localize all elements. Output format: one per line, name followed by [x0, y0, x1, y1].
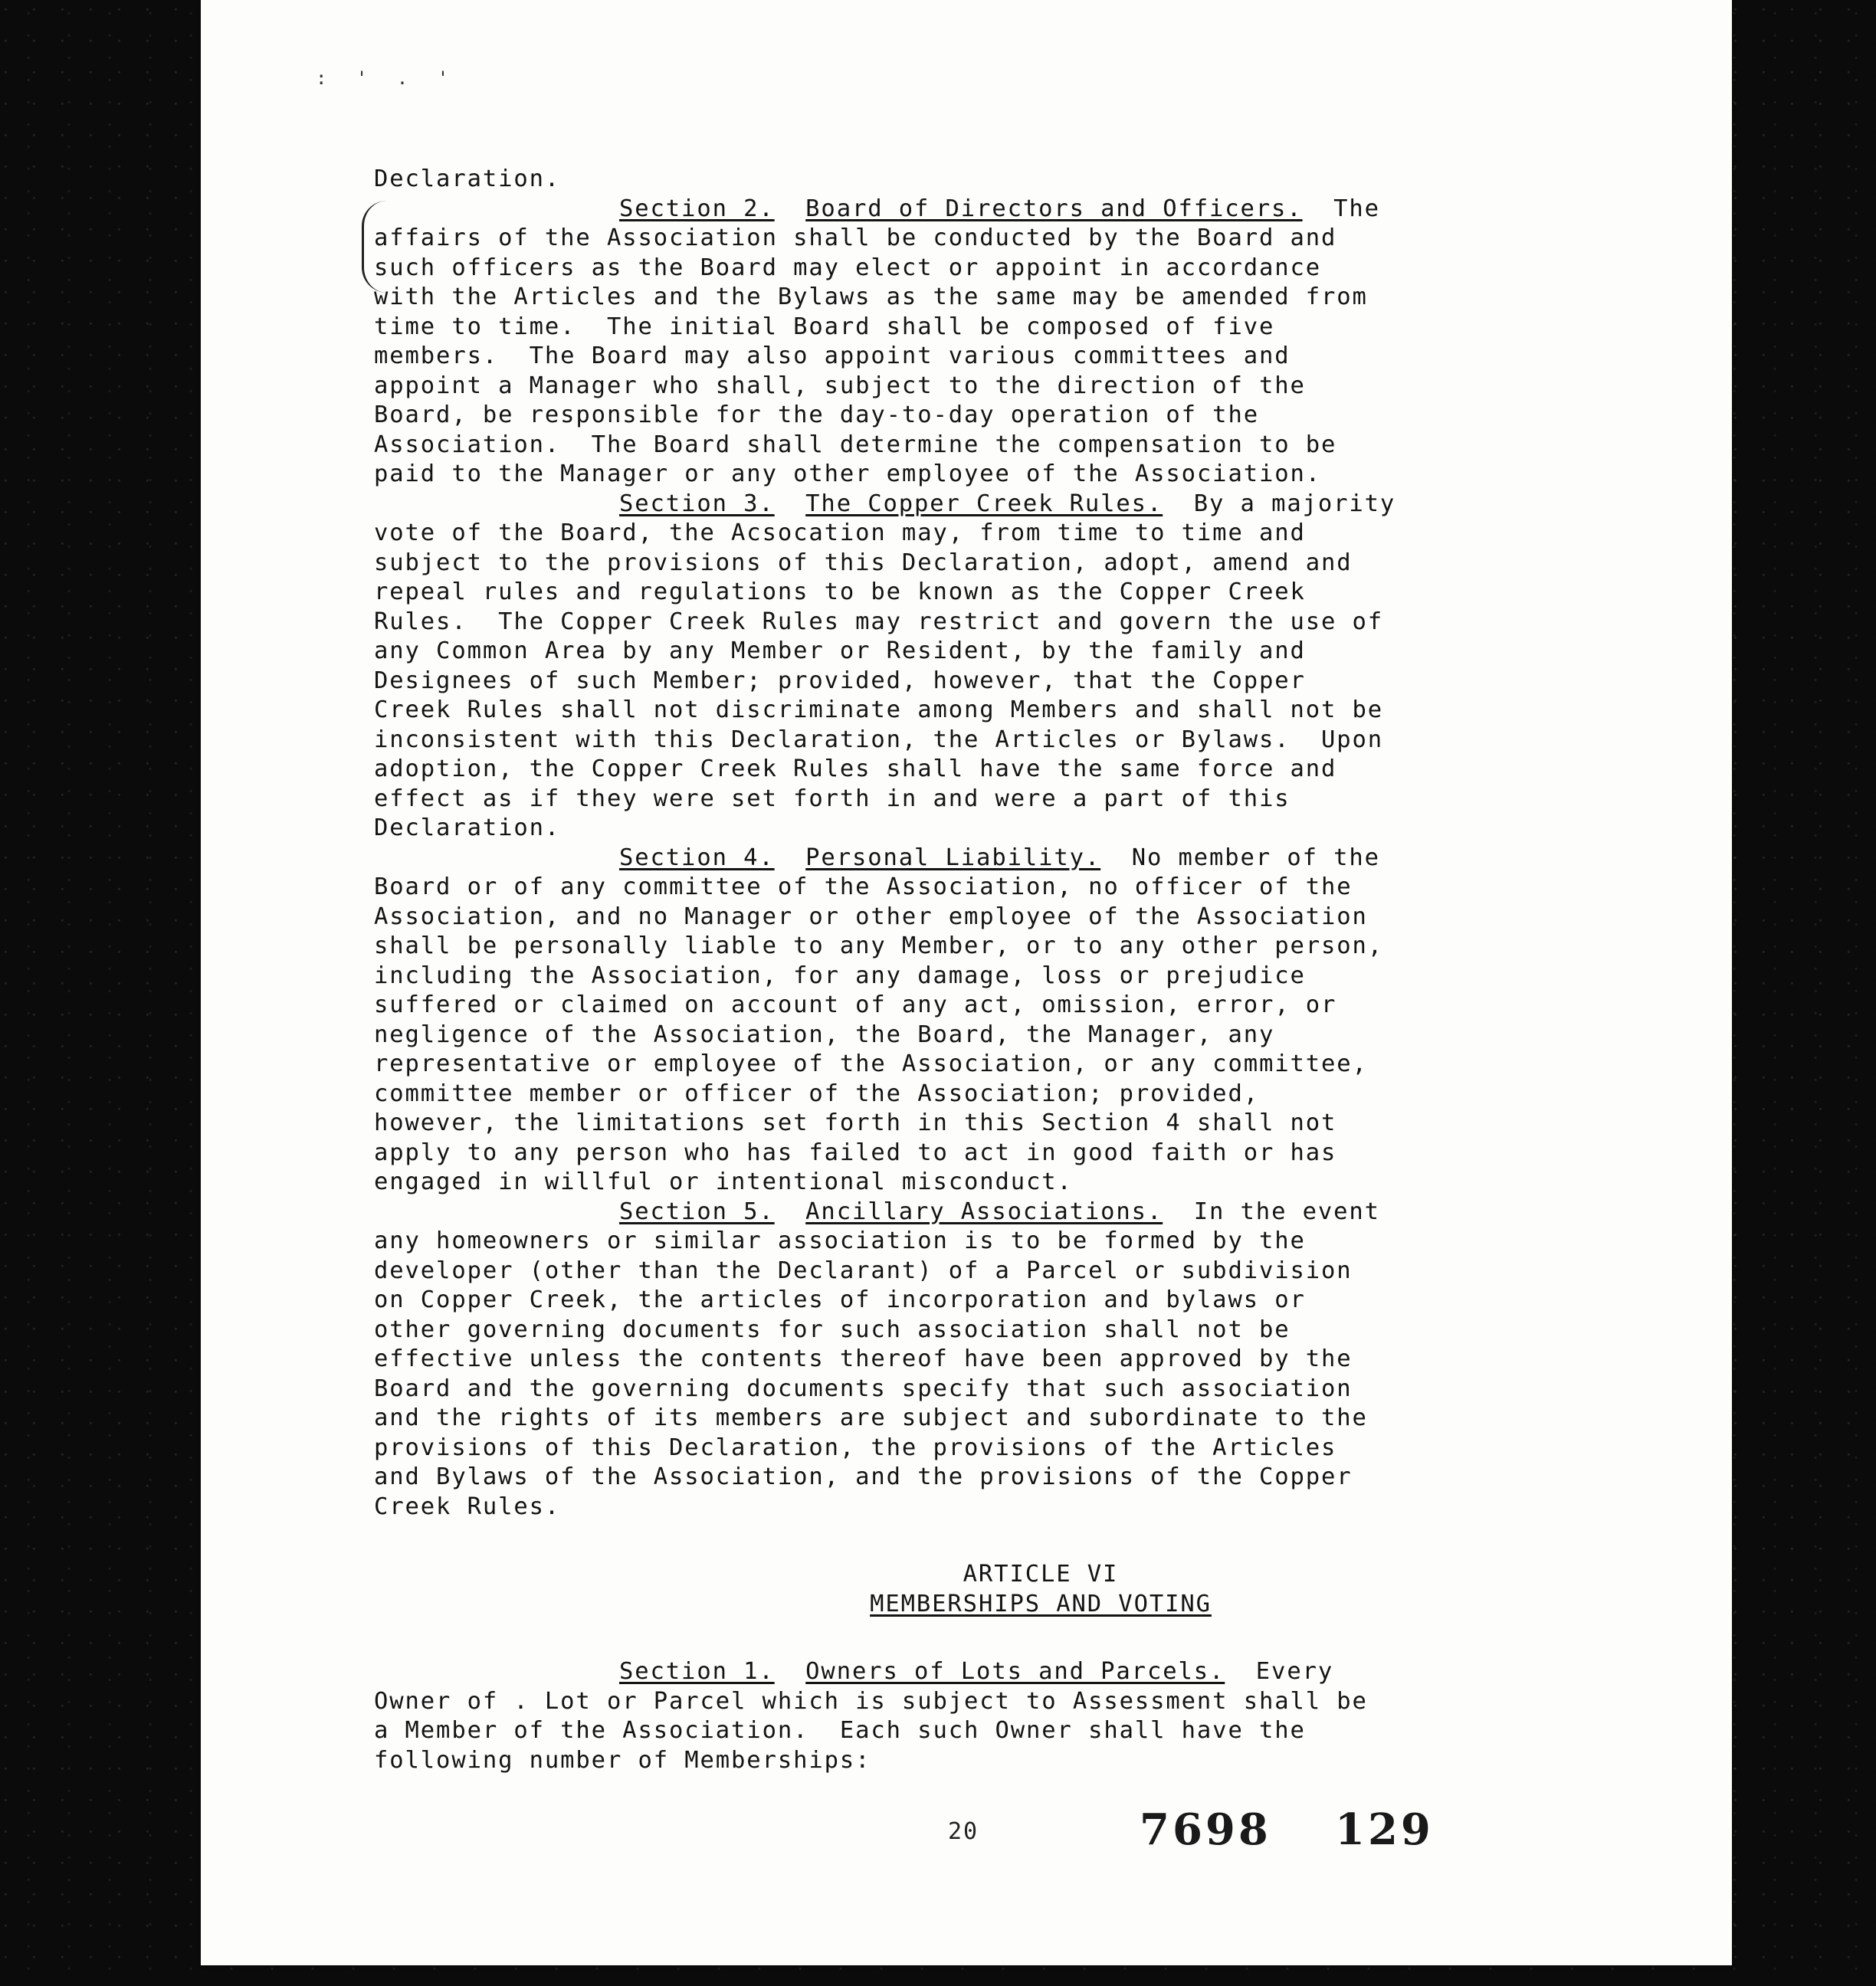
- section-2-line: with the Articles and the Bylaws as the same may be amended from: [374, 283, 1368, 310]
- section-4-line: apply to any person who has failed to act in good faith or has: [374, 1139, 1337, 1166]
- section-5-line: any homeowners or similar association is to be formed by the: [374, 1227, 1306, 1254]
- section-4-heading-rest: No member of the: [1131, 844, 1380, 871]
- section-3-line: Designees of such Member; provided, however, that the Copper: [374, 667, 1306, 694]
- section-4-line: including the Association, for any damage, loss or prejudice: [374, 962, 1306, 989]
- section-3-line: inconsistent with this Declaration, the Articles or Bylaws. Upon: [374, 726, 1384, 753]
- section-4-line: Association, and no Manager or other employee of the Association: [374, 903, 1368, 930]
- section-5-line: provisions of this Declaration, the provisions of the Articles: [374, 1434, 1337, 1461]
- section-5-line: developer (other than the Declarant) of a Parcel or subdivision: [374, 1257, 1353, 1284]
- page-footer: [201, 1804, 1732, 1855]
- article-6-section-1-body: [374, 1687, 1585, 1776]
- section-3-title: The Copper Creek Rules.: [805, 490, 1163, 517]
- article-6-section-1-heading-rest: Every: [1255, 1658, 1334, 1685]
- article-6-section-1-title: Owners of Lots and Parcels.: [805, 1658, 1225, 1685]
- section-4-line: Board or of any committee of the Association, no officer of the: [374, 873, 1353, 900]
- section-5-line: Creek Rules.: [374, 1493, 561, 1520]
- section-5-heading-rest: In the event: [1193, 1198, 1380, 1225]
- section-5-title: Ancillary Associations.: [805, 1198, 1163, 1225]
- article-6-section-1-heading-line: [374, 1657, 1585, 1687]
- section-5-line: Board and the governing documents specify that such association: [374, 1375, 1353, 1402]
- section-3-line: any Common Area by any Member or Resident, by the family and: [374, 637, 1306, 664]
- section-2-heading-rest: The: [1333, 195, 1380, 222]
- section-4-line: engaged in willful or intentional misconduct.: [374, 1168, 1073, 1195]
- article-6-section-1-line: Owner of . Lot or Parcel which is subject to Assessment shall be: [374, 1687, 1368, 1715]
- section-3-heading: Section 3.: [619, 490, 775, 517]
- section-2-line: time to time. The initial Board shall be composed of five: [374, 313, 1275, 340]
- article-6-section-1-heading: Section 1.: [619, 1658, 775, 1685]
- section-2-line: paid to the Manager or any other employee of the Association.: [374, 460, 1322, 487]
- section-5-line: effective unless the contents thereof have been approved by the: [374, 1345, 1353, 1372]
- section-2-body: [374, 224, 1585, 490]
- corner-marks: : ' . ': [316, 67, 458, 89]
- section-2-heading-line: [374, 195, 1585, 224]
- section-3-line: adoption, the Copper Creek Rules shall have the same force and: [374, 755, 1337, 782]
- section-2-line: members. The Board may also appoint various committees and: [374, 342, 1291, 369]
- section-4-line: suffered or claimed on account of any act, omission, error, or: [374, 991, 1337, 1018]
- section-3-line: Declaration.: [374, 814, 561, 841]
- section-4-title: Personal Liability.: [805, 844, 1101, 871]
- article-6-section-1-line: a Member of the Association. Each such Owner shall have the: [374, 1717, 1306, 1744]
- section-4-line: negligence of the Association, the Board, the Manager, any: [374, 1021, 1275, 1048]
- section-5-line: other governing documents for such association shall not be: [374, 1316, 1291, 1343]
- section-3-line: subject to the provisions of this Declaration, adopt, amend and: [374, 549, 1353, 576]
- section-5-heading-line: [374, 1198, 1585, 1227]
- section-5-line: and the rights of its members are subject and subordinate to the: [374, 1404, 1368, 1431]
- section-4-heading: Section 4.: [619, 844, 775, 871]
- section-3-heading-line: [374, 490, 1585, 519]
- page-number: 20: [948, 1818, 979, 1845]
- section-4-heading-line: [374, 844, 1585, 873]
- recording-stamp-page: 129: [1335, 1804, 1434, 1855]
- article-number: ARTICLE VI: [963, 1561, 1119, 1588]
- article-6-section-1-line: following number of Memberships:: [374, 1746, 871, 1774]
- section-2-line: Association. The Board shall determine the compensation to be: [374, 431, 1337, 458]
- section-2-line: appoint a Manager who shall, subject to the direction of the: [374, 372, 1306, 399]
- section-2-line: such officers as the Board may elect or appoint in accordance: [374, 254, 1322, 281]
- section-4-line: however, the limitations set forth in this Section 4 shall not: [374, 1109, 1337, 1136]
- section-4-line: committee member or officer of the Association; provided,: [374, 1080, 1259, 1107]
- section-5-line: on Copper Creek, the articles of incorporation and bylaws or: [374, 1286, 1306, 1313]
- section-2-line: Board, be responsible for the day-to-day operation of the: [374, 401, 1259, 428]
- section-4-line: representative or employee of the Association, or any committee,: [374, 1050, 1368, 1077]
- section-4-line: shall be personally liable to any Member, or to any other person,: [374, 932, 1384, 959]
- section-2-heading: Section 2.: [619, 195, 775, 222]
- section-4-body: [374, 873, 1585, 1198]
- article-title-line: [374, 1590, 1585, 1620]
- section-2-line: affairs of the Association shall be conducted by the Board and: [374, 224, 1337, 251]
- declaration-line: Declaration.: [374, 166, 561, 192]
- section-5-line: and Bylaws of the Association, and the provisions of the Copper: [374, 1463, 1353, 1490]
- recording-stamp-book: 7698: [1140, 1804, 1271, 1855]
- section-3-line: repeal rules and regulations to be known as the Copper Creek: [374, 578, 1306, 605]
- section-2-title: Board of Directors and Officers.: [805, 195, 1303, 222]
- article-title: MEMBERSHIPS AND VOTING: [870, 1590, 1212, 1617]
- section-3-line: effect as if they were set forth in and were a part of this: [374, 785, 1291, 812]
- article-spacer-2: [374, 1619, 1585, 1657]
- section-3-body: [374, 519, 1585, 844]
- section-5-heading: Section 5.: [619, 1198, 775, 1225]
- document-body: [374, 165, 1585, 1775]
- section-3-heading-rest: By a majority: [1193, 490, 1396, 517]
- article-spacer: [374, 1522, 1585, 1560]
- section-3-line: vote of the Board, the Acsocation may, from time to time and: [374, 519, 1306, 546]
- section-5-body: [374, 1227, 1585, 1522]
- document-page: [201, 0, 1732, 1965]
- section-3-line: Creek Rules shall not discriminate among Members and shall not be: [374, 696, 1384, 723]
- section-3-line: Rules. The Copper Creek Rules may restrict and govern the use of: [374, 608, 1384, 635]
